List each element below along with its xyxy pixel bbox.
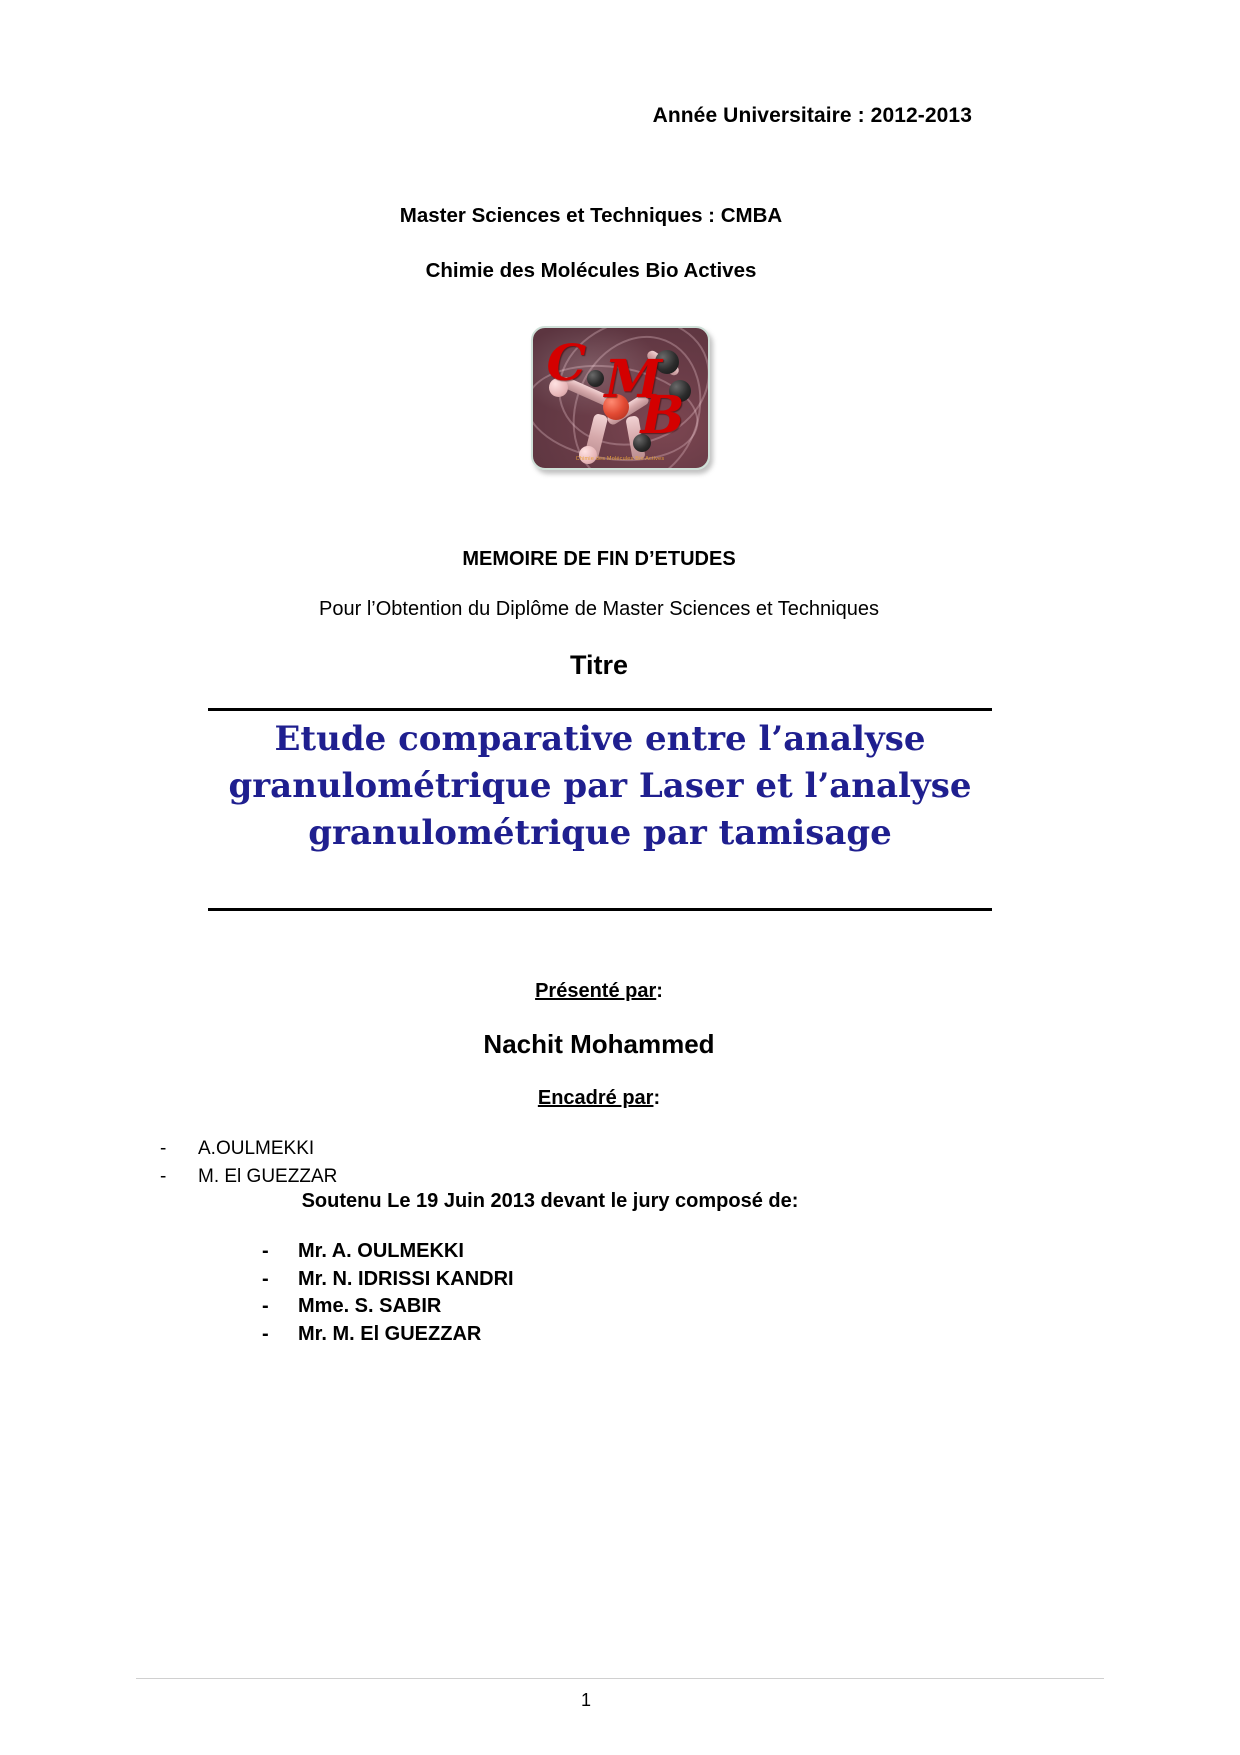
logo-letter-c: C (546, 333, 587, 392)
program-title-line: Master Sciences et Techniques : CMBA (399, 204, 783, 227)
presented-by-colon: : (656, 980, 663, 1002)
list-item (262, 1266, 862, 1294)
logo-container (0, 326, 1240, 470)
jury-list (262, 1238, 862, 1348)
list-bullet-dash: - (262, 1295, 269, 1318)
academic-year-text: Année Universitaire : 2012-2013 (652, 104, 972, 127)
list-item (160, 1163, 760, 1191)
jury-member-name: Mme. S. SABIR (298, 1295, 442, 1318)
jury-member-name: Mr. N. IDRISSI KANDRI (298, 1267, 514, 1290)
author-name: Nachit Mohammed (483, 1029, 715, 1059)
list-bullet-dash: - (262, 1267, 269, 1290)
title-rule-bottom (208, 908, 992, 911)
thesis-title: Etude comparative entre l’analyse granulométrique par Laser et l’analyse granulométrique par tamisage (228, 719, 972, 853)
program-subtitle-line: Chimie des Molécules Bio Actives (425, 259, 757, 282)
memoire-block (0, 548, 1240, 621)
document-type-text: MEMOIRE DE FIN D’ETUDES (462, 548, 736, 570)
logo-caption: Chimie des Molécules Bio Actives (575, 456, 665, 462)
list-item (262, 1293, 862, 1321)
title-label: Titre (569, 650, 629, 680)
supervised-by-colon: : (653, 1087, 661, 1109)
presented-by-heading (0, 980, 1240, 1003)
list-bullet-dash: - (262, 1240, 269, 1262)
jury-member-name: Mr. M. El GUEZZAR (298, 1322, 482, 1345)
footer-divider (136, 1678, 1104, 1679)
document-purpose-text: Pour l’Obtention du Diplôme de Master Sciences et Techniques (319, 598, 879, 620)
supervisor-name: M. El GUEZZAR (198, 1165, 338, 1187)
list-bullet-dash: - (262, 1322, 269, 1345)
supervisors-list (160, 1135, 760, 1190)
supervised-by-label: Encadré par (537, 1087, 654, 1109)
presented-by-label: Présenté par (535, 980, 657, 1002)
supervisor-name: A.OULMEKKI (198, 1138, 315, 1159)
logo-letter-b: B (640, 385, 685, 446)
title-rule-top (208, 708, 992, 711)
list-bullet-dash: - (160, 1165, 167, 1187)
supervised-by-heading (0, 1087, 1240, 1110)
cmba-logo (531, 326, 710, 470)
page-number: 1 (580, 1690, 591, 1710)
jury-member-name: Mr. A. OULMEKKI (298, 1240, 464, 1262)
defense-line: Soutenu Le 19 Juin 2013 devant le jury composé de: (301, 1190, 799, 1212)
list-item (160, 1135, 760, 1163)
logo-letter-m: M (604, 349, 663, 410)
molecule-atom-icon (587, 370, 604, 387)
list-bullet-dash: - (160, 1138, 167, 1159)
program-block (0, 204, 1240, 283)
list-item (262, 1321, 862, 1349)
list-item (262, 1238, 862, 1266)
